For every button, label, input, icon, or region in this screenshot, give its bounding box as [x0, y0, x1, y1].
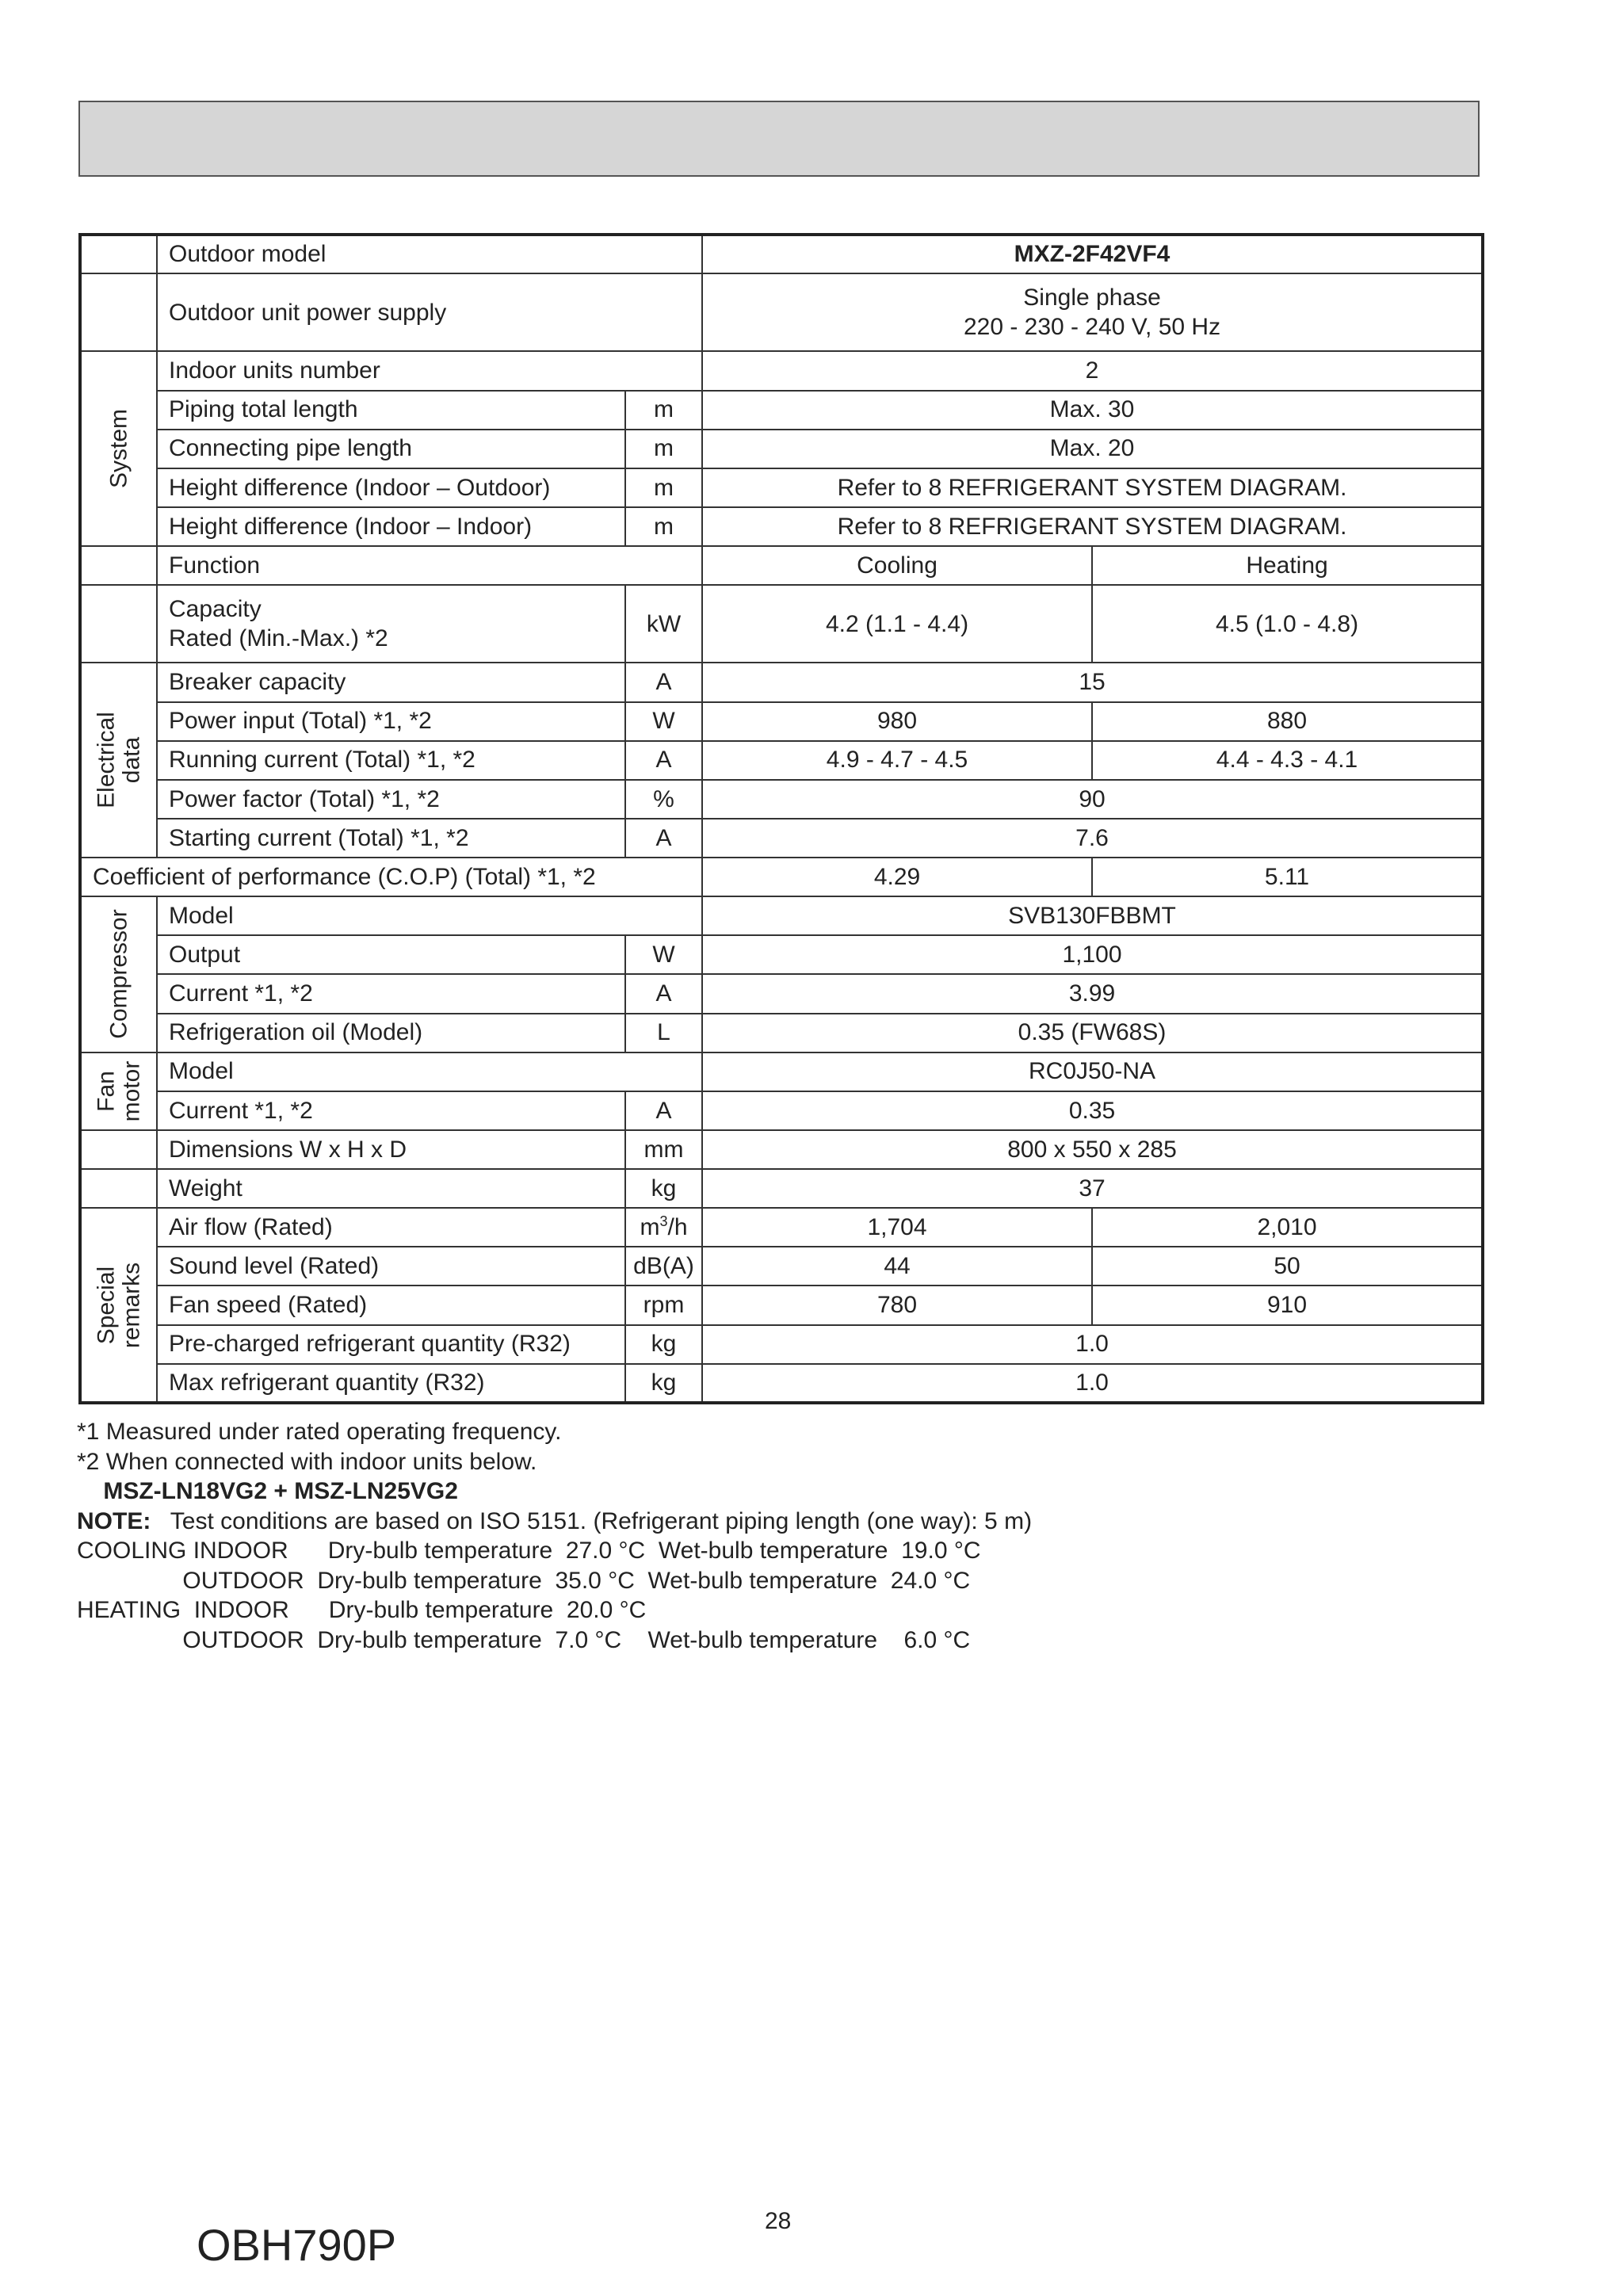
row-value: 3.99 [702, 974, 1483, 1013]
row-unit: W [625, 935, 702, 974]
row-value-heating: 880 [1092, 702, 1483, 741]
row-label: Fan speed (Rated) [157, 1286, 625, 1324]
row-value-cooling: 4.2 (1.1 - 4.4) [702, 585, 1092, 663]
row-label: Starting current (Total) *1, *2 [157, 819, 625, 858]
group-label-compressor: Compressor [80, 896, 157, 1052]
table-row [80, 819, 1483, 858]
row-value: 37 [702, 1169, 1483, 1208]
row-label: Power factor (Total) *1, *2 [157, 780, 625, 819]
row-value-cooling: 980 [702, 702, 1092, 741]
table-row [80, 1208, 1483, 1247]
row-label: Model [157, 1052, 702, 1091]
footnotes [77, 1417, 1266, 1655]
row-label: Refrigeration oil (Model) [157, 1014, 625, 1052]
table-row [80, 896, 1483, 935]
table-row [80, 507, 1483, 546]
row-label: Dimensions W x H x D [157, 1130, 625, 1169]
row-value-cooling: 44 [702, 1247, 1092, 1286]
row-unit: A [625, 741, 702, 780]
table-row [80, 1286, 1483, 1324]
row-unit: A [625, 819, 702, 858]
row-value: 90 [702, 780, 1483, 819]
row-value-heating: 4.5 (1.0 - 4.8) [1092, 585, 1483, 663]
footnote-2: *2 When connected with indoor units below. [77, 1448, 537, 1475]
row-label: Air flow (Rated) [157, 1208, 625, 1247]
table-row [80, 273, 1483, 351]
group-label-fan-motor: Fan motor [80, 1052, 157, 1130]
row-unit: A [625, 1091, 702, 1130]
row-unit: A [625, 974, 702, 1013]
row-label: Output [157, 935, 625, 974]
row-value-heating: 5.11 [1092, 858, 1483, 896]
table-row [80, 585, 1483, 663]
row-unit: mm [625, 1130, 702, 1169]
row-label: Piping total length [157, 391, 625, 430]
row-unit: kg [625, 1325, 702, 1364]
row-value: 1,100 [702, 935, 1483, 974]
row-unit: kW [625, 585, 702, 663]
table-row [80, 741, 1483, 780]
row-label: Weight [157, 1169, 625, 1208]
row-label: Running current (Total) *1, *2 [157, 741, 625, 780]
test-condition-line: OUTDOOR Dry-bulb temperature 7.0 °C Wet-bulb temperature 6.0 °C [77, 1626, 971, 1653]
document-code: OBH790P [197, 2220, 397, 2270]
table-row [80, 663, 1483, 701]
table-row [80, 1014, 1483, 1052]
specification-table [78, 233, 1484, 1404]
table-row [80, 1091, 1483, 1130]
outdoor-model-value: MXZ-2F42VF4 [702, 235, 1483, 273]
group-label-special-remarks: Special remarks [80, 1208, 157, 1403]
table-row [80, 1169, 1483, 1208]
table-row [80, 1247, 1483, 1286]
row-value: 15 [702, 663, 1483, 701]
row-label: Breaker capacity [157, 663, 625, 701]
row-unit: L [625, 1014, 702, 1052]
row-label: Max refrigerant quantity (R32) [157, 1364, 625, 1403]
row-label: Outdoor model [157, 235, 702, 273]
table-row [80, 858, 1483, 896]
indoor-units-combo: MSZ-LN18VG2 + MSZ-LN25VG2 [77, 1478, 458, 1504]
row-value: RC0J50-NA [702, 1052, 1483, 1091]
row-value: Max. 20 [702, 430, 1483, 468]
row-unit: m [625, 507, 702, 546]
row-label: Capacity Rated (Min.-Max.) *2 [157, 585, 625, 663]
row-value: Refer to 8 REFRIGERANT SYSTEM DIAGRAM. [702, 468, 1483, 507]
row-unit: A [625, 663, 702, 701]
table-row [80, 468, 1483, 507]
test-condition-line: COOLING INDOOR Dry-bulb temperature 27.0 °C Wet-bulb temperature 19.0 °C [77, 1538, 981, 1564]
cooling-header: Cooling [702, 546, 1092, 585]
footnote-1: *1 Measured under rated operating frequency. [77, 1419, 562, 1445]
row-label: Function [157, 546, 702, 585]
note-line: NOTE: Test conditions are based on ISO 5151. (Refrigerant piping length (one way): 5 m) [77, 1507, 1033, 1534]
test-condition-line: HEATING INDOOR Dry-bulb temperature 20.0 °C [77, 1597, 647, 1623]
row-label: Power input (Total) *1, *2 [157, 702, 625, 741]
row-label: Sound level (Rated) [157, 1247, 625, 1286]
row-value: SVB130FBBMT [702, 896, 1483, 935]
row-value: 2 [702, 351, 1483, 390]
table-row [80, 780, 1483, 819]
row-value-heating: 910 [1092, 1286, 1483, 1324]
table-row [80, 1130, 1483, 1169]
row-value: 1.0 [702, 1325, 1483, 1364]
table-row [80, 1325, 1483, 1364]
row-label: Model [157, 896, 702, 935]
section-header-bar [78, 101, 1480, 177]
table-row [80, 351, 1483, 390]
row-unit: kg [625, 1169, 702, 1208]
table-row [80, 391, 1483, 430]
row-value: Max. 30 [702, 391, 1483, 430]
group-label-electrical: Electrical data [80, 663, 157, 858]
group-label-system: System [80, 351, 157, 546]
table-row [80, 235, 1483, 273]
table-row [80, 974, 1483, 1013]
row-unit: % [625, 780, 702, 819]
table-row [80, 935, 1483, 974]
row-value-cooling: 4.9 - 4.7 - 4.5 [702, 741, 1092, 780]
row-label: Pre-charged refrigerant quantity (R32) [157, 1325, 625, 1364]
row-value-cooling: 4.29 [702, 858, 1092, 896]
row-unit: $m^3/h$ [625, 1208, 702, 1247]
row-label: Height difference (Indoor – Outdoor) [157, 468, 625, 507]
table-row [80, 702, 1483, 741]
table-row [80, 1052, 1483, 1091]
power-supply-value: Single phase 220 - 230 - 240 V, 50 Hz [702, 273, 1483, 351]
row-unit: m [625, 391, 702, 430]
row-label: Height difference (Indoor – Indoor) [157, 507, 625, 546]
table-row [80, 430, 1483, 468]
row-value-heating: 50 [1092, 1247, 1483, 1286]
row-unit: rpm [625, 1286, 702, 1324]
row-value-cooling: 1,704 [702, 1208, 1092, 1247]
row-value: 800 x 550 x 285 [702, 1130, 1483, 1169]
row-label: Connecting pipe length [157, 430, 625, 468]
row-value: 1.0 [702, 1364, 1483, 1403]
row-label: Outdoor unit power supply [157, 273, 702, 351]
row-unit: dB(A) [625, 1247, 702, 1286]
row-label: Current *1, *2 [157, 1091, 625, 1130]
row-value-cooling: 780 [702, 1286, 1092, 1324]
test-condition-line: OUTDOOR Dry-bulb temperature 35.0 °C Wet-bulb temperature 24.0 °C [77, 1567, 971, 1594]
page-number: 28 [765, 2208, 792, 2234]
row-value: 0.35 [702, 1091, 1483, 1130]
row-value-heating: 4.4 - 4.3 - 4.1 [1092, 741, 1483, 780]
row-unit: m [625, 468, 702, 507]
row-unit: kg [625, 1364, 702, 1403]
row-unit: W [625, 702, 702, 741]
row-label: Current *1, *2 [157, 974, 625, 1013]
row-unit: m [625, 430, 702, 468]
row-label: Indoor units number [157, 351, 702, 390]
heating-header: Heating [1092, 546, 1483, 585]
table-row [80, 1364, 1483, 1403]
table-row [80, 546, 1483, 585]
row-value: 0.35 (FW68S) [702, 1014, 1483, 1052]
row-value: 7.6 [702, 819, 1483, 858]
row-label: Coefficient of performance (C.O.P) (Total) *1, *2 [80, 858, 702, 896]
row-value: Refer to 8 REFRIGERANT SYSTEM DIAGRAM. [702, 507, 1483, 546]
row-value-heating: 2,010 [1092, 1208, 1483, 1247]
